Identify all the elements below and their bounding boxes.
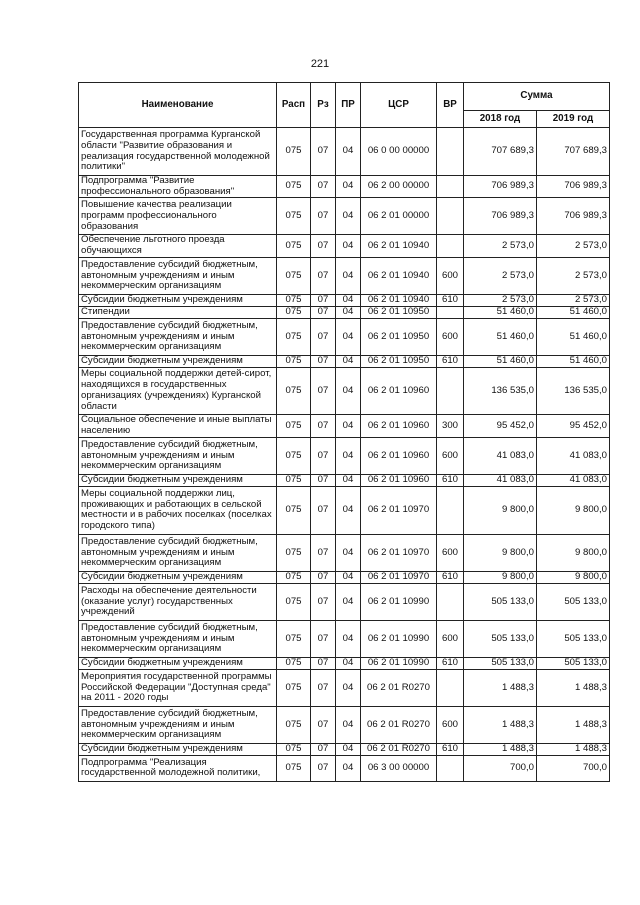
row-rasp: 075 bbox=[277, 414, 311, 437]
row-vr bbox=[437, 128, 464, 176]
row-vr: 600 bbox=[437, 706, 464, 743]
row-name: Предоставление субсидий бюджетным, автономным учреждениям и иным некоммерческим организациям bbox=[79, 318, 277, 355]
row-csr: 06 2 01 10940 bbox=[361, 257, 437, 294]
row-sum-2019: 136 535,0 bbox=[537, 367, 610, 414]
row-pr: 04 bbox=[336, 571, 361, 583]
row-rasp: 075 bbox=[277, 128, 311, 176]
row-sum-2018: 51 460,0 bbox=[464, 318, 537, 355]
row-vr bbox=[437, 367, 464, 414]
row-csr: 06 2 01 00000 bbox=[361, 198, 437, 235]
row-sum-2018: 9 800,0 bbox=[464, 534, 537, 571]
row-vr: 600 bbox=[437, 318, 464, 355]
row-rasp: 075 bbox=[277, 583, 311, 620]
row-sum-2019: 1 488,3 bbox=[537, 706, 610, 743]
row-csr: 06 2 01 10960 bbox=[361, 437, 437, 474]
row-name: Расходы на обеспечение деятельности (оказание услуг) государственных учреждений bbox=[79, 583, 277, 620]
row-sum-2019: 51 460,0 bbox=[537, 306, 610, 318]
row-sum-2018: 136 535,0 bbox=[464, 367, 537, 414]
row-name: Обеспечение льготного проезда обучающихся bbox=[79, 235, 277, 257]
row-pr: 04 bbox=[336, 257, 361, 294]
row-rz: 07 bbox=[311, 486, 336, 534]
row-sum-2019: 95 452,0 bbox=[537, 414, 610, 437]
row-rasp: 075 bbox=[277, 235, 311, 257]
row-rasp: 075 bbox=[277, 657, 311, 669]
row-csr: 06 2 01 10990 bbox=[361, 657, 437, 669]
row-vr: 600 bbox=[437, 620, 464, 657]
row-rz: 07 bbox=[311, 318, 336, 355]
row-vr bbox=[437, 176, 464, 198]
table-row bbox=[79, 318, 610, 355]
row-sum-2018: 505 133,0 bbox=[464, 620, 537, 657]
row-sum-2018: 9 800,0 bbox=[464, 486, 537, 534]
header-rasp: Расп bbox=[277, 83, 311, 128]
row-rasp: 075 bbox=[277, 706, 311, 743]
row-pr: 04 bbox=[336, 474, 361, 486]
row-name: Повышение качества реализации программ профессионального образования bbox=[79, 198, 277, 235]
row-sum-2019: 706 989,3 bbox=[537, 176, 610, 198]
row-sum-2019: 1 488,3 bbox=[537, 743, 610, 755]
row-sum-2019: 2 573,0 bbox=[537, 294, 610, 306]
table-row bbox=[79, 620, 610, 657]
row-name: Предоставление субсидий бюджетным, автономным учреждениям и иным некоммерческим организациям bbox=[79, 437, 277, 474]
table-row bbox=[79, 257, 610, 294]
row-csr: 06 2 01 10990 bbox=[361, 620, 437, 657]
row-csr: 06 2 01 10960 bbox=[361, 414, 437, 437]
row-vr: 610 bbox=[437, 294, 464, 306]
row-csr: 06 0 00 00000 bbox=[361, 128, 437, 176]
row-vr bbox=[437, 486, 464, 534]
table-row bbox=[79, 583, 610, 620]
table-row bbox=[79, 367, 610, 414]
table-row bbox=[79, 128, 610, 176]
row-vr: 600 bbox=[437, 534, 464, 571]
row-name: Государственная программа Курганской области "Развитие образования и реализация государственной молодежной политики" bbox=[79, 128, 277, 176]
row-name: Субсидии бюджетным учреждениям bbox=[79, 294, 277, 306]
table-row bbox=[79, 176, 610, 198]
row-pr: 04 bbox=[336, 620, 361, 657]
table-row bbox=[79, 534, 610, 571]
row-pr: 04 bbox=[336, 355, 361, 367]
row-name: Стипендии bbox=[79, 306, 277, 318]
row-name: Меры социальной поддержки детей-сирот, находящихся в государственных организациях (учреждениях) Курганской области bbox=[79, 367, 277, 414]
row-pr: 04 bbox=[336, 318, 361, 355]
row-name: Субсидии бюджетным учреждениям bbox=[79, 355, 277, 367]
row-rasp: 075 bbox=[277, 257, 311, 294]
row-name: Подпрограмма "Реализация государственной молодежной политики, bbox=[79, 755, 277, 781]
row-rasp: 075 bbox=[277, 355, 311, 367]
row-rz: 07 bbox=[311, 294, 336, 306]
row-name: Субсидии бюджетным учреждениям bbox=[79, 571, 277, 583]
row-csr: 06 2 01 10970 bbox=[361, 486, 437, 534]
row-sum-2018: 95 452,0 bbox=[464, 414, 537, 437]
row-pr: 04 bbox=[336, 235, 361, 257]
row-rz: 07 bbox=[311, 198, 336, 235]
budget-table bbox=[78, 82, 610, 782]
row-sum-2019: 505 133,0 bbox=[537, 620, 610, 657]
row-sum-2019: 9 800,0 bbox=[537, 571, 610, 583]
row-rz: 07 bbox=[311, 176, 336, 198]
row-sum-2018: 2 573,0 bbox=[464, 257, 537, 294]
row-sum-2018: 505 133,0 bbox=[464, 657, 537, 669]
row-vr: 610 bbox=[437, 474, 464, 486]
row-name: Предоставление субсидий бюджетным, автономным учреждениям и иным некоммерческим организациям bbox=[79, 534, 277, 571]
row-sum-2018: 2 573,0 bbox=[464, 235, 537, 257]
row-name: Предоставление субсидий бюджетным, автономным учреждениям и иным некоммерческим организациям bbox=[79, 257, 277, 294]
row-csr: 06 2 01 10950 bbox=[361, 318, 437, 355]
row-csr: 06 2 01 10940 bbox=[361, 235, 437, 257]
row-name: Субсидии бюджетным учреждениям bbox=[79, 657, 277, 669]
row-rasp: 075 bbox=[277, 294, 311, 306]
row-rz: 07 bbox=[311, 669, 336, 706]
row-sum-2019: 505 133,0 bbox=[537, 583, 610, 620]
row-rasp: 075 bbox=[277, 437, 311, 474]
row-csr: 06 2 01 10960 bbox=[361, 367, 437, 414]
row-pr: 04 bbox=[336, 706, 361, 743]
row-pr: 04 bbox=[336, 128, 361, 176]
table-row bbox=[79, 294, 610, 306]
row-csr: 06 2 01 10990 bbox=[361, 583, 437, 620]
table-row bbox=[79, 657, 610, 669]
row-rz: 07 bbox=[311, 257, 336, 294]
row-csr: 06 2 01 R0270 bbox=[361, 743, 437, 755]
table-row bbox=[79, 414, 610, 437]
row-rz: 07 bbox=[311, 235, 336, 257]
row-sum-2018: 706 989,3 bbox=[464, 176, 537, 198]
row-vr: 610 bbox=[437, 571, 464, 583]
row-vr: 610 bbox=[437, 743, 464, 755]
row-rz: 07 bbox=[311, 583, 336, 620]
table-row bbox=[79, 755, 610, 781]
row-sum-2019: 51 460,0 bbox=[537, 318, 610, 355]
row-name: Мероприятия государственной программы Российской Федерации "Доступная среда" на 2011 - 2020 годы bbox=[79, 669, 277, 706]
table-row bbox=[79, 669, 610, 706]
row-pr: 04 bbox=[336, 306, 361, 318]
row-rasp: 075 bbox=[277, 571, 311, 583]
table-row bbox=[79, 306, 610, 318]
row-csr: 06 2 01 10970 bbox=[361, 534, 437, 571]
header-sum: Сумма bbox=[464, 83, 610, 111]
table-row bbox=[79, 486, 610, 534]
row-rz: 07 bbox=[311, 367, 336, 414]
row-csr: 06 2 01 10970 bbox=[361, 571, 437, 583]
row-csr: 06 2 01 10940 bbox=[361, 294, 437, 306]
table-row bbox=[79, 355, 610, 367]
row-csr: 06 2 01 10950 bbox=[361, 306, 437, 318]
row-rasp: 075 bbox=[277, 367, 311, 414]
row-name: Субсидии бюджетным учреждениям bbox=[79, 474, 277, 486]
row-sum-2019: 706 989,3 bbox=[537, 198, 610, 235]
row-rasp: 075 bbox=[277, 176, 311, 198]
row-rasp: 075 bbox=[277, 306, 311, 318]
row-vr bbox=[437, 669, 464, 706]
row-csr: 06 2 01 R0270 bbox=[361, 669, 437, 706]
row-name: Субсидии бюджетным учреждениям bbox=[79, 743, 277, 755]
table-row bbox=[79, 571, 610, 583]
row-rz: 07 bbox=[311, 414, 336, 437]
row-rz: 07 bbox=[311, 620, 336, 657]
header-name: Наименование bbox=[79, 83, 277, 128]
row-name: Предоставление субсидий бюджетным, автономным учреждениям и иным некоммерческим организациям bbox=[79, 620, 277, 657]
row-sum-2018: 41 083,0 bbox=[464, 474, 537, 486]
row-vr bbox=[437, 755, 464, 781]
row-pr: 04 bbox=[336, 534, 361, 571]
row-rz: 07 bbox=[311, 657, 336, 669]
row-pr: 04 bbox=[336, 486, 361, 534]
row-sum-2019: 41 083,0 bbox=[537, 474, 610, 486]
row-sum-2018: 1 488,3 bbox=[464, 669, 537, 706]
row-csr: 06 2 01 10950 bbox=[361, 355, 437, 367]
row-rasp: 075 bbox=[277, 318, 311, 355]
row-rz: 07 bbox=[311, 571, 336, 583]
row-rz: 07 bbox=[311, 355, 336, 367]
row-vr: 610 bbox=[437, 657, 464, 669]
row-sum-2019: 2 573,0 bbox=[537, 257, 610, 294]
row-pr: 04 bbox=[336, 583, 361, 620]
row-name: Социальное обеспечение и иные выплаты населению bbox=[79, 414, 277, 437]
row-rz: 07 bbox=[311, 743, 336, 755]
table-row bbox=[79, 198, 610, 235]
row-rasp: 075 bbox=[277, 669, 311, 706]
row-sum-2019: 1 488,3 bbox=[537, 669, 610, 706]
row-vr: 300 bbox=[437, 414, 464, 437]
table-row bbox=[79, 235, 610, 257]
row-sum-2018: 505 133,0 bbox=[464, 583, 537, 620]
header-csr: ЦСР bbox=[361, 83, 437, 128]
row-rz: 07 bbox=[311, 128, 336, 176]
table-row bbox=[79, 437, 610, 474]
row-rz: 07 bbox=[311, 755, 336, 781]
row-vr bbox=[437, 198, 464, 235]
row-pr: 04 bbox=[336, 294, 361, 306]
row-name: Меры социальной поддержки лиц, проживающих и работающих в сельской местности и в рабочих поселках (поселках городского типа) bbox=[79, 486, 277, 534]
row-rasp: 075 bbox=[277, 534, 311, 571]
header-vr: ВР bbox=[437, 83, 464, 128]
row-sum-2019: 9 800,0 bbox=[537, 534, 610, 571]
row-sum-2019: 700,0 bbox=[537, 755, 610, 781]
header-rz: Рз bbox=[311, 83, 336, 128]
row-vr: 600 bbox=[437, 437, 464, 474]
row-name: Предоставление субсидий бюджетным, автономным учреждениям и иным некоммерческим организациям bbox=[79, 706, 277, 743]
row-sum-2018: 1 488,3 bbox=[464, 743, 537, 755]
row-rasp: 075 bbox=[277, 755, 311, 781]
row-vr bbox=[437, 583, 464, 620]
row-csr: 06 2 00 00000 bbox=[361, 176, 437, 198]
row-csr: 06 2 01 R0270 bbox=[361, 706, 437, 743]
row-sum-2018: 706 989,3 bbox=[464, 198, 537, 235]
row-sum-2019: 41 083,0 bbox=[537, 437, 610, 474]
row-sum-2019: 51 460,0 bbox=[537, 355, 610, 367]
row-rz: 07 bbox=[311, 534, 336, 571]
row-pr: 04 bbox=[336, 437, 361, 474]
row-csr: 06 2 01 10960 bbox=[361, 474, 437, 486]
row-name: Подпрограмма "Развитие профессионального образования" bbox=[79, 176, 277, 198]
row-sum-2018: 1 488,3 bbox=[464, 706, 537, 743]
row-sum-2019: 707 689,3 bbox=[537, 128, 610, 176]
row-rasp: 075 bbox=[277, 474, 311, 486]
row-rasp: 075 bbox=[277, 486, 311, 534]
header-year-2018: 2018 год bbox=[464, 111, 537, 128]
row-sum-2018: 2 573,0 bbox=[464, 294, 537, 306]
row-pr: 04 bbox=[336, 176, 361, 198]
row-rz: 07 bbox=[311, 437, 336, 474]
row-sum-2018: 41 083,0 bbox=[464, 437, 537, 474]
row-vr bbox=[437, 306, 464, 318]
row-vr bbox=[437, 235, 464, 257]
row-pr: 04 bbox=[336, 743, 361, 755]
row-pr: 04 bbox=[336, 414, 361, 437]
row-pr: 04 bbox=[336, 657, 361, 669]
row-pr: 04 bbox=[336, 669, 361, 706]
row-sum-2018: 51 460,0 bbox=[464, 306, 537, 318]
row-vr: 610 bbox=[437, 355, 464, 367]
table-row bbox=[79, 743, 610, 755]
page-number: 221 bbox=[310, 58, 330, 70]
row-sum-2019: 9 800,0 bbox=[537, 486, 610, 534]
row-sum-2019: 505 133,0 bbox=[537, 657, 610, 669]
row-rz: 07 bbox=[311, 706, 336, 743]
row-rasp: 075 bbox=[277, 743, 311, 755]
row-sum-2018: 9 800,0 bbox=[464, 571, 537, 583]
row-sum-2018: 707 689,3 bbox=[464, 128, 537, 176]
header-year-2019: 2019 год bbox=[537, 111, 610, 128]
row-csr: 06 3 00 00000 bbox=[361, 755, 437, 781]
row-pr: 04 bbox=[336, 198, 361, 235]
row-rasp: 075 bbox=[277, 198, 311, 235]
row-rasp: 075 bbox=[277, 620, 311, 657]
table-header bbox=[79, 83, 610, 128]
row-vr: 600 bbox=[437, 257, 464, 294]
row-pr: 04 bbox=[336, 755, 361, 781]
table-body bbox=[79, 128, 610, 782]
table-row bbox=[79, 474, 610, 486]
row-rz: 07 bbox=[311, 474, 336, 486]
row-sum-2019: 2 573,0 bbox=[537, 235, 610, 257]
row-pr: 04 bbox=[336, 367, 361, 414]
header-pr: ПР bbox=[336, 83, 361, 128]
table-row bbox=[79, 706, 610, 743]
row-sum-2018: 51 460,0 bbox=[464, 355, 537, 367]
row-rz: 07 bbox=[311, 306, 336, 318]
row-sum-2018: 700,0 bbox=[464, 755, 537, 781]
